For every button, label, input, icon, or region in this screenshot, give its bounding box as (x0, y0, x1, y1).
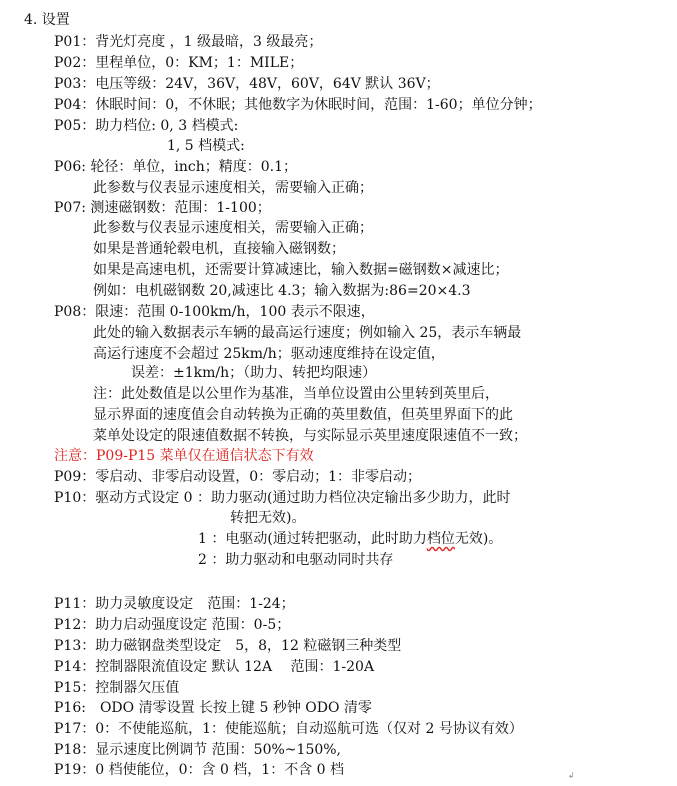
text-line: 显示界面的速度值会自动转换为正确的英里数值，但英里界面下的此 (93, 407, 513, 423)
text-line: P04：休眠时间：0，不休眠；其他数字为休眠时间，范围：1-60；单位分钟； (54, 97, 542, 113)
text-line: P09：零启动、非零启动设置，0：零启动；1：非零启动； (54, 469, 422, 485)
section-title: 4. 设置 (24, 12, 70, 28)
text-line: P01：背光灯亮度 ，1 级最暗，3 级最亮； (54, 34, 323, 50)
text-line: P06: 轮径：单位，inch；精度：0.1； (54, 159, 298, 175)
text-line: P11：助力灵敏度设定 范围：1-24； (54, 596, 295, 612)
text-line: P07: 测速磁钢数：范围：1-100； (54, 200, 271, 216)
text-line: P19：0 档使能位，0：含 0 档，1：不含 0 档 (54, 762, 345, 778)
text-line: P02：里程单位，0：KM；1：MILE； (54, 55, 304, 71)
spellcheck-underline: 档位 (426, 531, 455, 547)
text-line: 此参数与仪表显示速度相关，需要输入正确； (93, 220, 373, 236)
text-line: P05：助力档位: 0, 3 档模式: (54, 118, 239, 134)
text-line: P14：控制器限流值设定 默认 12A 范围：1-20A (54, 659, 375, 675)
text-line: 转把无效)。 (230, 510, 306, 526)
text-line: 此参数与仪表显示速度相关，需要输入正确； (93, 180, 373, 196)
text-line: 例如：电机磁钢数 20,减速比 4.3；输入数据为:86=20×4.3 (93, 283, 471, 299)
text-line: 误差：±1km/h；（助力、转把均限速） (131, 365, 377, 381)
text-line: 1, 5 档模式: (167, 138, 245, 154)
text-line: 1 ：电驱动(通过转把驱动，此时助力档位无效)。 (198, 531, 503, 547)
text-line: P12：助力启动强度设定 范围：0-5； (54, 617, 291, 633)
text-line: P17：0：不使能巡航，1：使能巡航；自动巡航可选（仅对 2 号协议有效） (54, 721, 523, 737)
paragraph-mark: ↲ (568, 771, 575, 780)
text-line: P10：驱动方式设定 0 ：助力驱动(通过助力档位决定输出多少助力，此时 (54, 490, 511, 506)
text-line: 如果是高速电机，还需要计算减速比，输入数据=磁钢数×减速比； (93, 262, 509, 278)
text-line: 注：此处数值是以公里作为基准，当单位设置由公里转到英里后， (93, 386, 499, 402)
text-line: 2 ：助力驱动和电驱动同时共存 (198, 552, 394, 568)
text-line: P16: ODO 清零设置 长按上键 5 秒钟 ODO 清零 (54, 700, 372, 716)
text-line: 此处的输入数据表示车辆的最高运行速度；例如输入 25，表示车辆最 (93, 325, 522, 341)
text-line: P13：助力磁钢盘类型设定 5，8，12 粒磁钢三种类型 (54, 638, 402, 654)
warning-note: 注意：P09-P15 菜单仅在通信状态下有效 (54, 448, 314, 464)
text-line: 高运行速度不会超过 25km/h；驱动速度维持在设定值， (93, 346, 445, 362)
text-line: 如果是普通轮毂电机，直接输入磁钢数； (93, 241, 345, 257)
text-line: 菜单处设定的限速值数据不转换，与实际显示英里速度限速值不一致； (93, 428, 527, 444)
text-line: P15：控制器欠压值 (54, 680, 180, 696)
text-line: P08：限速：范围 0-100km/h，100 表示不限速， (54, 304, 375, 320)
text-line: P03：电压等级：24V，36V，48V，60V，64V 默认 36V； (54, 76, 440, 92)
text-line: P18：显示速度比例调节 范围：50%~150%, (54, 742, 342, 758)
